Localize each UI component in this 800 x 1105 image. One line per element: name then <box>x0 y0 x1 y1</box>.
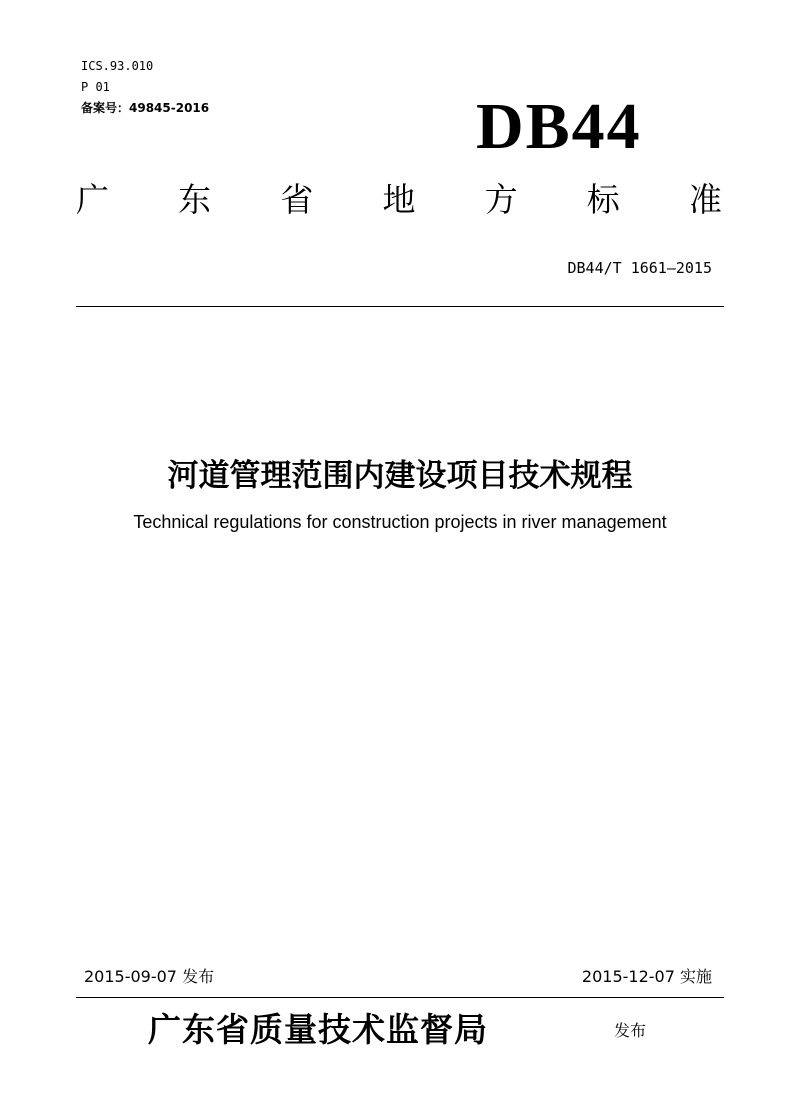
standard-type-char: 方 <box>484 180 518 219</box>
issue-label: 发布 <box>614 1021 647 1040</box>
standard-number: DB44/T 1661—2015 <box>567 259 712 277</box>
document-title-en: Technical regulations for construction projects in river management <box>133 512 667 532</box>
classification-code: P 01 <box>81 80 110 94</box>
top-divider <box>76 306 724 307</box>
publish-date: 2015-09-07 发布 <box>84 967 215 986</box>
standard-code-logo: DB44 <box>476 90 642 163</box>
standard-type-char: 广 <box>76 180 109 219</box>
ics-code: ICS.93.010 <box>81 59 154 73</box>
issuing-authority: 广东省质量技术监督局 <box>148 1010 488 1049</box>
document-title-cn: 河道管理范围内建设项目技术规程 <box>167 458 633 494</box>
implement-date: 2015-12-07 实施 <box>581 967 712 986</box>
standard-type-title <box>76 180 722 220</box>
bottom-divider <box>76 997 724 998</box>
standard-type-char: 准 <box>688 180 722 219</box>
registration-number: 备案号：49845-2016 <box>81 101 210 115</box>
standard-type-char: 地 <box>382 180 416 219</box>
standard-type-char: 标 <box>586 180 620 219</box>
standard-type-char: 东 <box>178 180 212 219</box>
standard-type-char: 省 <box>280 180 314 219</box>
